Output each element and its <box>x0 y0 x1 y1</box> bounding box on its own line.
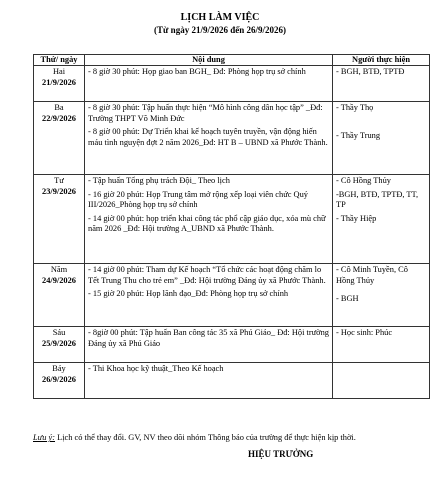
signature-title: HIỆU TRƯỞNG <box>248 449 314 459</box>
assignee: - Học sinh: Phúc <box>336 328 393 338</box>
agenda-item: - Thi Khoa học kỹ thuật_Theo Kế hoạch <box>88 364 224 374</box>
day-date: 24/9/2026 <box>42 275 76 285</box>
day-name: Ba <box>54 103 64 113</box>
agenda-item: - 8 giờ 00 phút: Dự Triển khai kế hoạch tuyên truyền, vận động hiến máu tình nguyện đợt 2 năm 2026_Đđ: HT B – UBND xã Phước Thành. <box>88 127 328 147</box>
table-row <box>34 66 430 102</box>
assignee: - Cô Hồng Thủy <box>336 176 391 186</box>
day-cell <box>34 264 85 327</box>
agenda-item: - Tập huấn Tổng phụ trách Đội_ Theo lịch <box>88 176 230 186</box>
day-cell <box>34 327 85 363</box>
assignee: - BGH <box>336 294 359 304</box>
agenda-item: - 14 giờ 00 phút: họp triển khai công tác phổ cập giáo dục, xóa mù chữ năm 2026 _Đđ: Hội trường A_UBND xã Phước Thành. <box>88 213 326 234</box>
assignee: - Cô Minh Tuyền, Cô Hồng Thủy <box>336 265 408 285</box>
day-cell <box>34 66 85 102</box>
date-range-subtitle: (Từ ngày 21/9/2026 đến 26/9/2026) <box>154 25 286 35</box>
agenda-item: - 8 giờ 30 phút: Họp giao ban BGH_ Đđ: Phòng họp trụ sở chính <box>88 67 306 77</box>
day-date: 21/9/2026 <box>42 77 76 87</box>
day-name: Sáu <box>52 328 66 338</box>
note-text: Lịch có thể thay đổi. GV, NV theo dõi nhóm Thông báo của trường để thực hiện kịp thời. <box>55 433 356 442</box>
day-name: Năm <box>50 265 68 275</box>
day-name: Hai <box>52 67 66 77</box>
assignee: - Thầy Thọ <box>336 103 374 113</box>
day-cell <box>34 363 85 399</box>
agenda-item: - 15 giờ 20 phút: Họp lãnh đạo_Đđ: Phòng họp trụ sở chính <box>88 289 289 299</box>
table-row <box>34 264 430 327</box>
note-paragraph <box>33 432 433 443</box>
agenda-item: - 8 giờ 30 phút: Tập huấn thực hiện “Mô hình công dân học tập” _Đđ: Trường THPT Võ Minh Đức <box>88 103 323 123</box>
content-cell <box>85 363 333 399</box>
person-cell <box>333 175 430 264</box>
agenda-item: - 14 giờ 00 phút: Tham dự Kế hoạch “Tổ chức các hoạt động chăm lo Tết Trung Thu cho trẻ em” _Đđ: Hội trường Đảng ủy xã Phước Thành. <box>88 265 326 285</box>
content-cell <box>85 327 333 363</box>
day-date: 22/9/2026 <box>42 113 76 123</box>
person-cell <box>333 66 430 102</box>
assignee: - BGH, BTĐ, TPTĐ <box>336 67 405 77</box>
person-cell <box>333 264 430 327</box>
content-cell <box>85 264 333 327</box>
person-cell <box>333 102 430 175</box>
content-cell <box>85 66 333 102</box>
agenda-item: - 8giờ 00 phút: Tập huấn Ban công tác 35 xã Phú Giáo_ Đđ: Hội trường Đảng ủy xã Phú Giáo <box>88 328 329 348</box>
content-cell <box>85 175 333 264</box>
table-row <box>34 327 430 363</box>
person-cell <box>333 363 430 399</box>
day-cell <box>34 175 85 264</box>
schedule-table <box>33 54 430 399</box>
table-row <box>34 175 430 264</box>
day-cell <box>34 102 85 175</box>
column-header-content: Nội dung <box>85 55 333 66</box>
day-date: 23/9/2026 <box>42 186 76 196</box>
column-header-day: Thứ/ ngày <box>34 55 85 66</box>
note-label: Lưu ý: <box>33 433 56 442</box>
assignee: -BGH, BTĐ, TPTĐ, TT, TP <box>336 189 419 210</box>
day-date: 26/9/2026 <box>42 374 76 384</box>
content-cell <box>85 102 333 175</box>
day-name: Bảy <box>52 364 66 374</box>
assignee: - Thầy Hiệp <box>336 213 377 223</box>
assignee: - Thầy Trung <box>336 130 381 140</box>
header-row <box>34 55 430 66</box>
day-date: 25/9/2026 <box>42 338 76 348</box>
page-title: LỊCH LÀM VIỆC <box>180 12 260 23</box>
day-name: Tư <box>54 176 64 186</box>
table-row <box>34 363 430 399</box>
person-cell <box>333 327 430 363</box>
table-row <box>34 102 430 175</box>
column-header-person: Người thực hiện <box>333 55 430 66</box>
agenda-item: - 16 giờ 20 phút: Họp Trung tâm mở rộng xếp loại viên chức Quý III/2026_Phòng họp trụ sở chính <box>88 189 308 210</box>
